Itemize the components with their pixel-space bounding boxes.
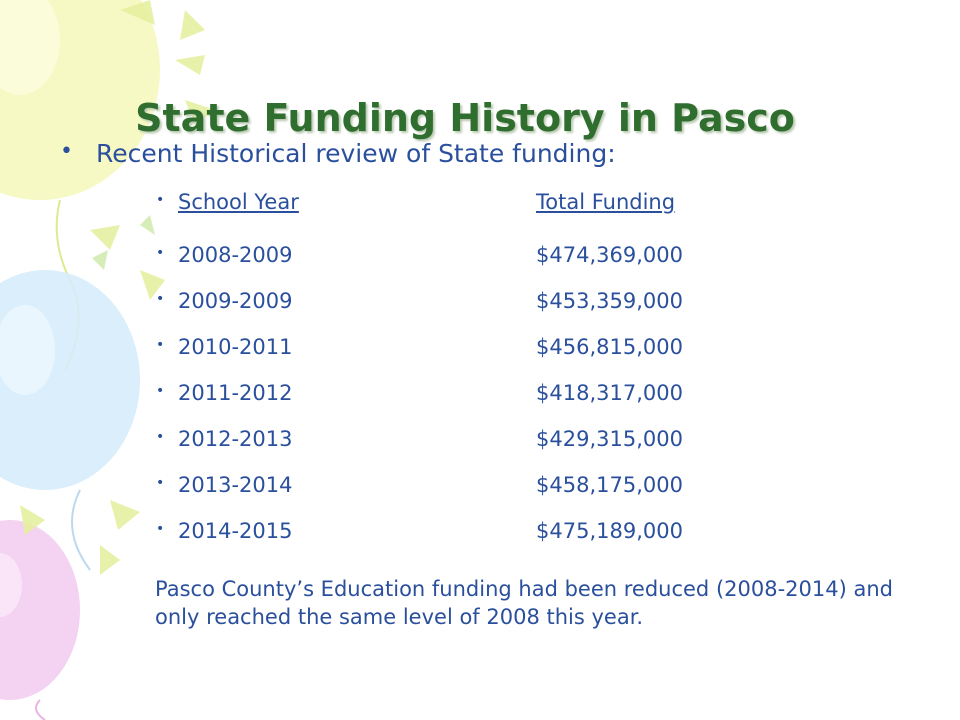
bullet-dot-icon: • (156, 475, 165, 491)
bullet-dot-icon: • (156, 521, 165, 537)
summary-note: Pasco County’s Education funding had been reduced (2008-2014) and only reached the same level of 2008 this year. (155, 577, 893, 629)
header-total-funding: Total Funding (536, 190, 676, 214)
row-year: 2011-2012 (178, 381, 293, 405)
bullet-dot-icon: • (60, 139, 73, 164)
balloon-pink-icon (0, 520, 80, 720)
row-amount: $458,175,000 (536, 473, 683, 497)
header-school-year: School Year (178, 190, 299, 214)
row-amount: $453,359,000 (536, 289, 683, 313)
row-year: 2008-2009 (178, 243, 293, 267)
bullet-dot-icon: • (156, 337, 165, 353)
row-year: 2013-2014 (178, 473, 293, 497)
row-year: 2014-2015 (178, 519, 293, 543)
row-amount: $474,369,000 (536, 243, 683, 267)
bullet-dot-icon: • (156, 429, 165, 445)
main-bullet-text: Recent Historical review of State funding: (96, 139, 616, 168)
row-amount: $456,815,000 (536, 335, 683, 359)
bullet-dot-icon: • (156, 245, 165, 261)
row-amount: $475,189,000 (536, 519, 683, 543)
row-year: 2009-2009 (178, 289, 293, 313)
row-amount: $429,315,000 (536, 427, 683, 451)
row-year: 2012-2013 (178, 427, 293, 451)
row-year: 2010-2011 (178, 335, 293, 359)
bullet-dot-icon: • (156, 383, 165, 399)
bullet-dot-icon: • (156, 192, 165, 208)
row-amount: $418,317,000 (536, 381, 683, 405)
bullet-dot-icon: • (156, 291, 165, 307)
slide-title: State Funding History in Pasco (135, 96, 795, 140)
